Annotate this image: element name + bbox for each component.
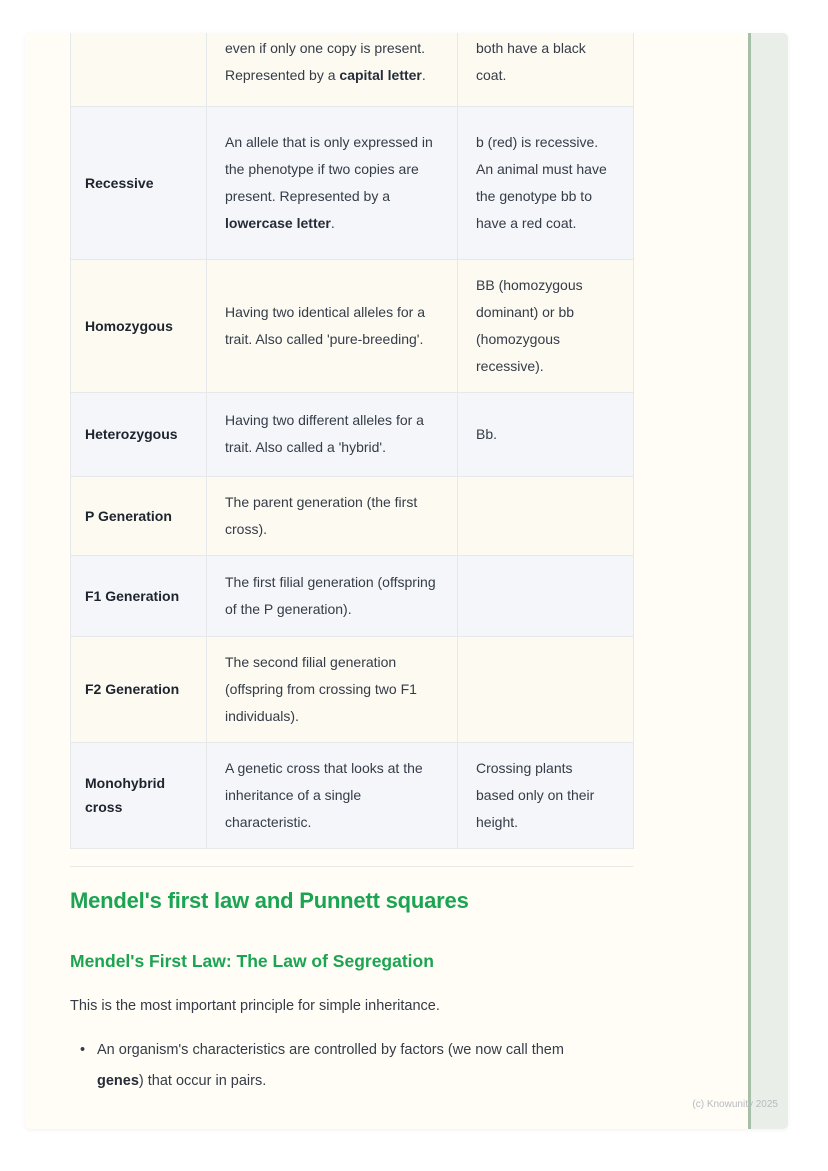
definition-cell (207, 555, 458, 636)
section-divider (70, 866, 633, 867)
term-cell: Homozygous (71, 259, 207, 392)
table-row (71, 106, 634, 259)
term-cell (71, 33, 207, 106)
definition-cell (207, 33, 458, 106)
text-run: The parent generation (the first cross). (225, 493, 418, 537)
term-cell: Recessive (71, 106, 207, 259)
example-cell (458, 555, 634, 636)
definition-cell (207, 259, 458, 392)
bullet-list (70, 1035, 612, 1097)
text-run: A genetic cross that looks at the inheritance of a single characteristic. (225, 759, 423, 830)
text-run: The second filial generation (offspring from crossing two F1 individuals). (225, 653, 417, 724)
table-row (71, 33, 634, 106)
example-cell (458, 742, 634, 848)
document-page (25, 33, 788, 1129)
subsection-heading: Mendel's First Law: The Law of Segregation (70, 951, 434, 971)
table-row (71, 476, 634, 555)
example-cell (458, 106, 634, 259)
table-row (71, 392, 634, 476)
bold-text: lowercase letter (225, 214, 331, 231)
text-run: An organism's characteristics are controlled by factors (we now call them (97, 1042, 564, 1058)
bullet-item (70, 1035, 612, 1097)
text-run: Having two identical alleles for a trait. Also called 'pure-breeding'. (225, 303, 425, 347)
bold-text: capital letter (339, 67, 422, 83)
definition-cell (207, 392, 458, 476)
text-run: BB (homozygous dominant) or bb (homozygous recessive). (476, 276, 583, 374)
definition-cell (207, 476, 458, 555)
text-run: . (330, 214, 335, 231)
text-run: Crossing plants based only on their height. (476, 759, 595, 830)
term-cell: Monohybrid cross (71, 742, 207, 848)
bullet-marker: • (80, 1042, 86, 1058)
text-run: The first filial generation (offspring of the P generation). (225, 573, 436, 617)
table-row (71, 555, 634, 636)
glossary-table (70, 33, 634, 849)
example-cell (458, 636, 634, 742)
page-edge-strip (748, 33, 788, 1129)
definition-cell (207, 106, 458, 259)
text-run: Having two different alleles for a trait. Also called a 'hybrid'. (225, 412, 424, 455)
table-row (71, 636, 634, 742)
definition-cell (207, 742, 458, 848)
text-run: An allele that is only expressed in the phenotype if two copies are present. Represented by a (225, 133, 433, 204)
example-cell (458, 259, 634, 392)
table-row (71, 742, 634, 848)
bold-text: genes (97, 1073, 139, 1089)
example-cell (458, 476, 634, 555)
copyright-label: (c) Knowunity 2025 (692, 1099, 778, 1110)
text-run: b (red) is recessive. An animal must have the genotype bb to have a red coat. (476, 133, 607, 231)
term-cell: F2 Generation (71, 636, 207, 742)
text-run: . (421, 67, 426, 83)
text-run: Bb. (476, 425, 498, 442)
definition-cell (207, 636, 458, 742)
example-cell (458, 392, 634, 476)
term-cell: F1 Generation (71, 555, 207, 636)
term-cell: Heterozygous (71, 392, 207, 476)
text-run: both have a black coat. (476, 40, 586, 83)
text-run: even if only one copy is present. Represented by a (225, 40, 426, 83)
text-run: ) that occur in pairs. (138, 1073, 267, 1089)
example-cell (458, 33, 634, 106)
section-heading: Mendel's first law and Punnett squares (70, 888, 469, 913)
table-row (71, 259, 634, 392)
glossary-table-body (71, 33, 634, 848)
intro-paragraph: This is the most important principle for simple inheritance. (70, 998, 440, 1014)
term-cell: P Generation (71, 476, 207, 555)
